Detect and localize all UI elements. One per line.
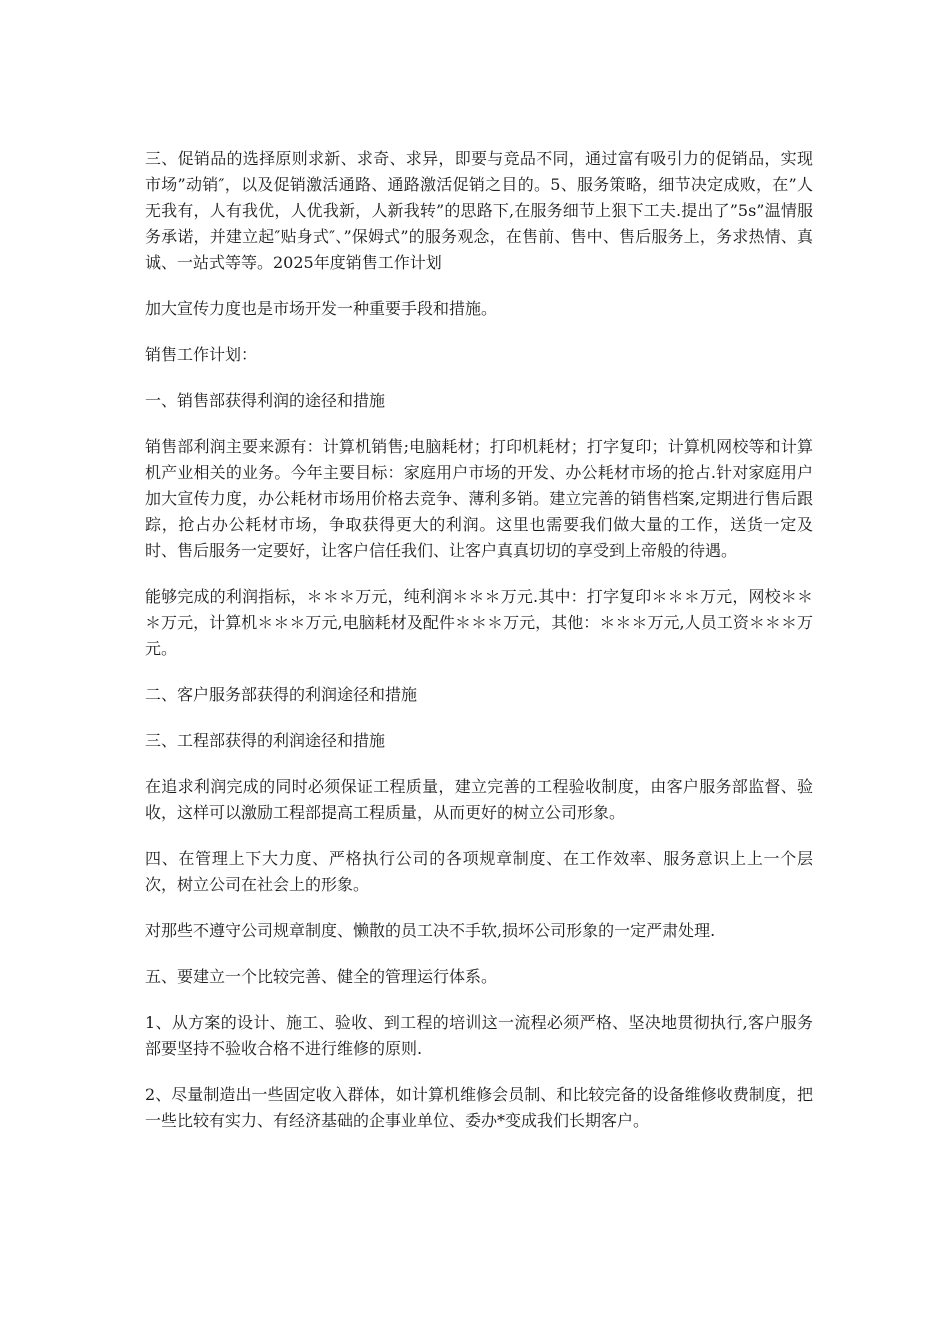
section-heading-sales-plan: 销售工作计划： — [145, 345, 258, 364]
section-heading-customer-service: 二、客户服务部获得的利润途径和措施 — [145, 685, 418, 704]
paragraph-engineering-quality: 在追求利润完成的同时必须保证工程质量，建立完善的工程验收制度，由客户服务部监督、验收，这样可以激励工程部提高工程质量，从而更好的树立公司形象。 — [145, 777, 813, 822]
section-heading-operation-system: 五、要建立一个比较完善、健全的管理运行体系。 — [145, 967, 498, 986]
section-heading-management: 四、在管理上下大力度、严格执行公司的各项规章制度、在工作效率、服务意识上上一个层次，树立公司在社会上的形象。 — [145, 849, 813, 894]
list-item-fixed-income: 2、尽量制造出一些固定收入群体，如计算机维修会员制、和比较完备的设备维修收费制度，把一些比较有实力、有经济基础的企事业单位、委办*变成我们长期客户。 — [145, 1085, 813, 1130]
paragraph-profit-targets: 能够完成的利润指标，＊＊＊万元，纯利润＊＊＊万元.其中：打字复印＊＊＊万元，网校＊＊＊万元，计算机＊＊＊万元,电脑耗材及配件＊＊＊万元，其他：＊＊＊万元,人员工资＊＊＊万元。 — [145, 587, 813, 658]
paragraph-publicity: 加大宣传力度也是市场开发一种重要手段和措施。 — [145, 299, 498, 318]
list-item-process: 1、从方案的设计、施工、验收、到工程的培训这一流程必须严格、坚决地贯彻执行,客户服务部要坚持不验收合格不进行维修的原则. — [145, 1013, 813, 1058]
paragraph-discipline: 对那些不遵守公司规章制度、懒散的员工决不手软,损坏公司形象的一定严肃处理. — [145, 921, 716, 940]
paragraph-promotion-strategy: 三、促销品的选择原则求新、求奇、求异，即要与竞品不同，通过富有吸引力的促销品，实现市场”动销″，以及促销激活通路、通路激活促销之目的。5、服务策略，细节决定成败，在”人无我有，人有我优，人优我新，人新我转”的思路下,在服务细节上狠下工夫.提出了”5s”温情服务承诺，并建立起″贴身式″、”保姆式”的服务观念，在售前、售中、售后服务上，务求热情、真诚、一站式等等。2025年度销售工作计划 — [145, 149, 813, 272]
document-body — [145, 146, 813, 1154]
section-heading-engineering: 三、工程部获得的利润途径和措施 — [145, 731, 386, 750]
section-heading-sales-profit: 一、销售部获得利润的途径和措施 — [145, 391, 386, 410]
paragraph-sales-profit-sources: 销售部利润主要来源有：计算机销售;电脑耗材；打印机耗材；打字复印；计算机网校等和计算机产业相关的业务。今年主要目标：家庭用户市场的开发、办公耗材市场的抢占.针对家庭用户加大宣传力度，办公耗材市场用价格去竞争、薄利多销。建立完善的销售档案,定期进行售后跟踪，抢占办公耗材市场，争取获得更大的利润。这里也需要我们做大量的工作，送货一定及时、售后服务一定要好，让客户信任我们、让客户真真切切的享受到上帝般的待遇。 — [145, 437, 813, 560]
